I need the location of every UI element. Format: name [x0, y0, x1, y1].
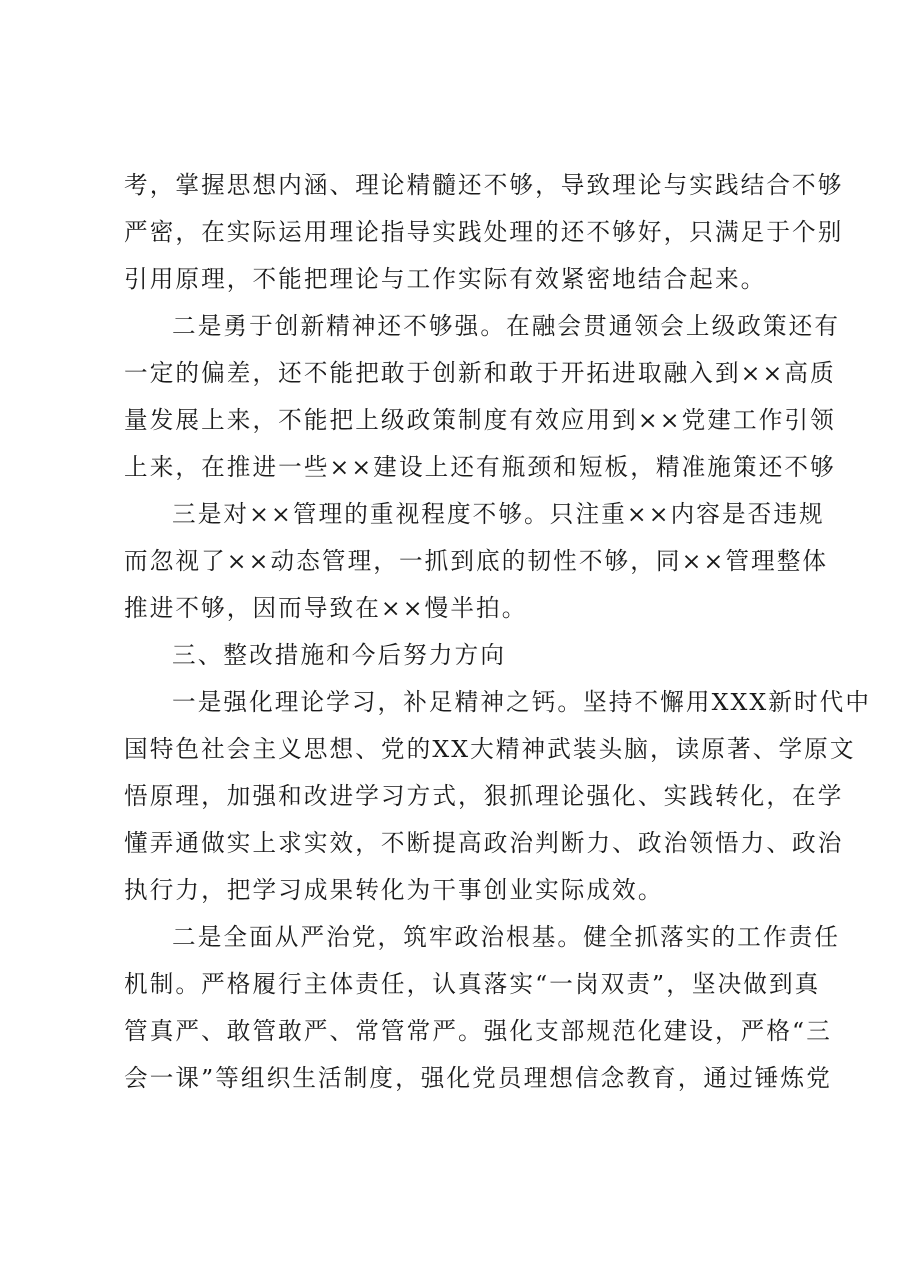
paragraph-start-line: 三是对××管理的重视程度不够。只注重××内容是否违规 — [172, 500, 825, 528]
paragraph-start-line: 二是全面从严治党，筑牢政治根基。健全抓落实的工作责任 — [172, 923, 841, 951]
section-heading: 三、整改措施和今后努力方向 — [172, 641, 507, 669]
text-line: 国特色社会主义思想、党的XX大精神武装头脑，读原著、学原文 — [124, 735, 856, 763]
text-line: 量发展上来，不能把上级政策制度有效应用到××党建工作引领 — [124, 406, 836, 434]
paragraph-start-line: 一是强化理论学习，补足精神之钙。坚持不懈用XXX新时代中 — [172, 688, 872, 716]
text-line: 机制。严格履行主体责任，认真落实“一岗双责”，坚决做到真 — [124, 970, 821, 998]
text-line: 一定的偏差，还不能把敢于创新和敢于开拓进取融入到××高质 — [124, 359, 836, 387]
text-line: 考，掌握思想内涵、理论精髓还不够，导致理论与实践结合不够 — [124, 171, 844, 199]
text-line: 会一课”等组织生活制度，强化党员理想信念教育，通过锤炼党 — [124, 1064, 832, 1092]
document-body — [124, 162, 872, 1102]
text-line: 严密，在实际运用理论指导实践处理的还不够好，只满足于个别 — [124, 218, 844, 246]
text-line: 管真严、敢管敢严、常管常严。强化支部规范化建设，严格“三 — [124, 1017, 832, 1045]
paragraph-start-line: 二是勇于创新精神还不够强。在融会贯通领会上级政策还有 — [172, 312, 841, 340]
text-line: 执行力，把学习成果转化为干事创业实际成效。 — [124, 876, 664, 904]
text-line: 推进不够，因而导致在××慢半拍。 — [124, 594, 528, 622]
text-line: 而忽视了××动态管理，一抓到底的韧性不够，同××管理整体 — [124, 547, 829, 575]
text-line: 上来，在推进一些××建设上还有瓶颈和短板，精准施策还不够 — [124, 453, 836, 481]
text-line: 懂弄通做实上求实效，不断提高政治判断力、政治领悟力、政治 — [124, 829, 844, 857]
text-line: 悟原理，加强和改进学习方式，狠抓理论强化、实践转化，在学 — [124, 782, 844, 810]
text-line: 引用原理，不能把理论与工作实际有效紧密地结合起来。 — [124, 265, 767, 293]
